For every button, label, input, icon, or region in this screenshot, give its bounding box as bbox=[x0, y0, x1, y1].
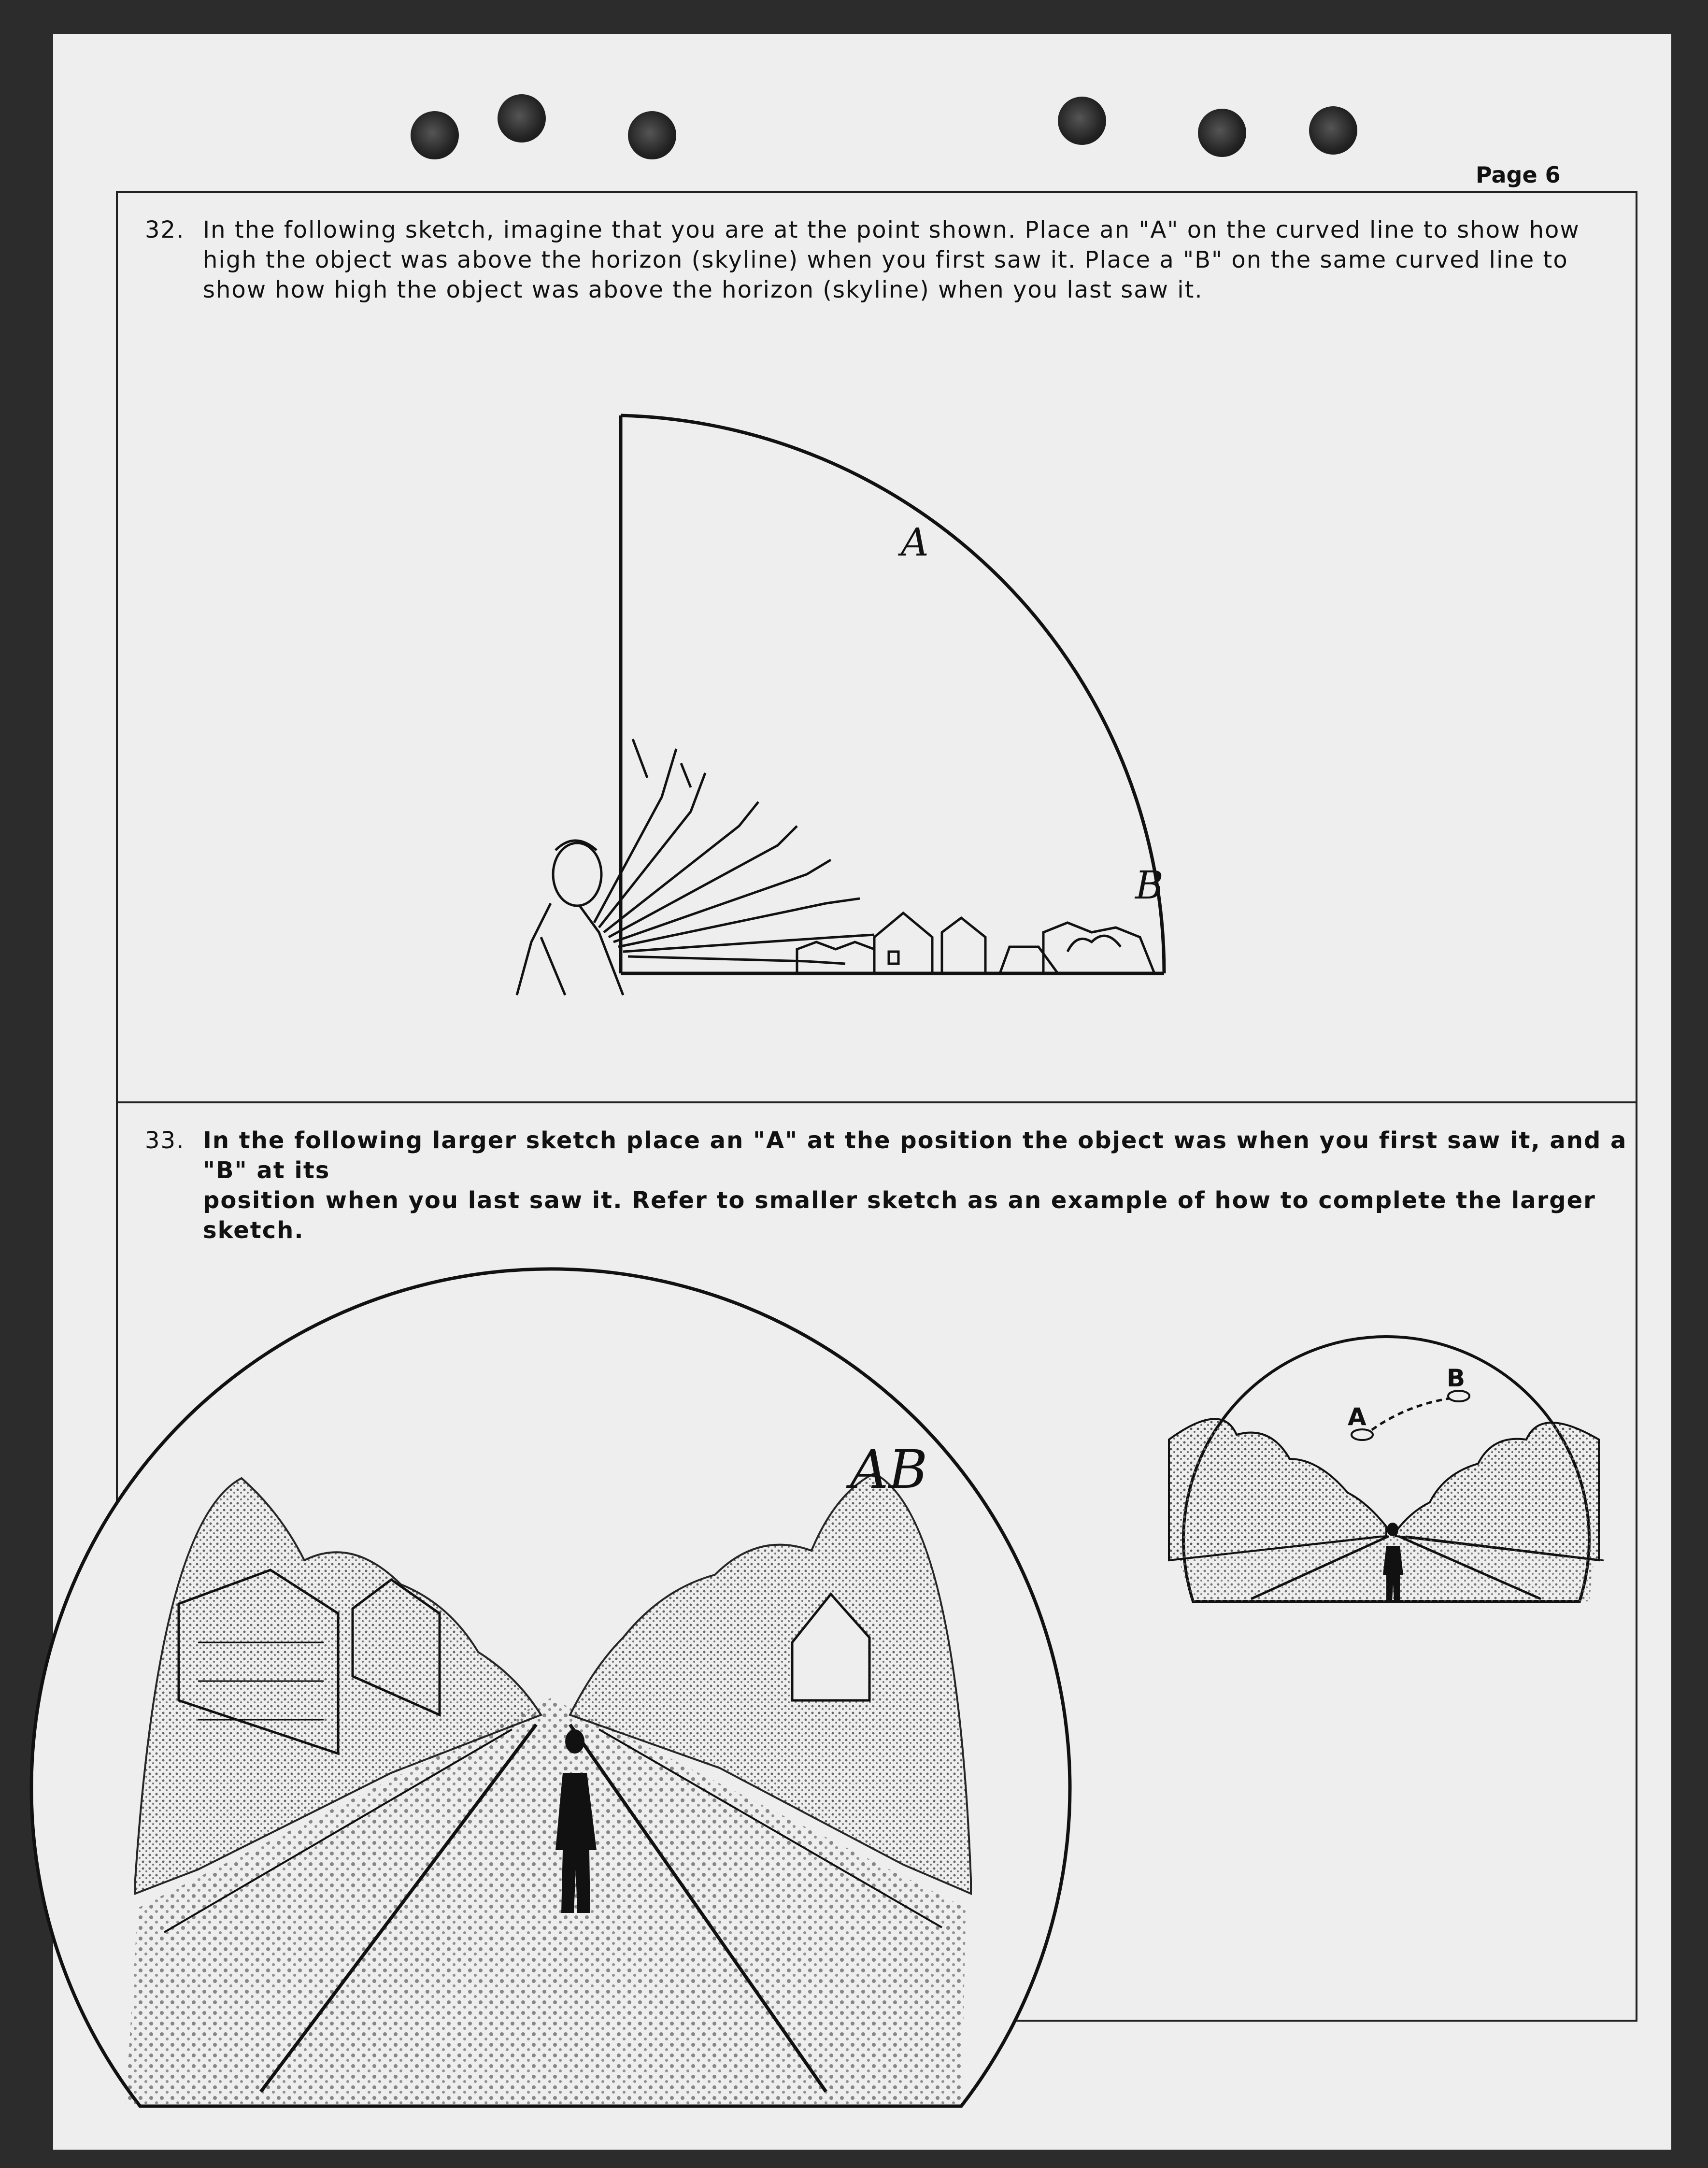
question-number: 33. bbox=[145, 1127, 185, 1154]
page-number: Page 6 bbox=[1476, 162, 1561, 188]
example-label-b: B bbox=[1447, 1364, 1466, 1392]
handwritten-mark-ab: AB bbox=[850, 1439, 928, 1500]
question-number: 32. bbox=[145, 216, 185, 243]
question-line: In the following larger sketch place an "A" at the position the object was when you first saw it, and a "B" at its bbox=[203, 1127, 1627, 1184]
question-line: high the object was above the horizon (skyline) when you first saw it. Place a "B" on the same curved line to bbox=[203, 246, 1568, 273]
question-line: position when you last saw it. Refer to smaller sketch as an example of how to complete the larger sketch. bbox=[203, 1187, 1596, 1244]
question-line: show how high the object was above the horizon (skyline) when you last saw it. bbox=[203, 276, 1203, 303]
handwritten-mark-a: A bbox=[901, 520, 929, 565]
handwritten-mark-b: B bbox=[1135, 863, 1164, 908]
example-label-a: A bbox=[1348, 1403, 1366, 1431]
question-line: In the following sketch, imagine that you are at the point shown. Place an "A" on the curved line to show how bbox=[203, 216, 1580, 243]
paper-sheet bbox=[53, 34, 1671, 2150]
small-example-sketch bbox=[53, 34, 1671, 2150]
